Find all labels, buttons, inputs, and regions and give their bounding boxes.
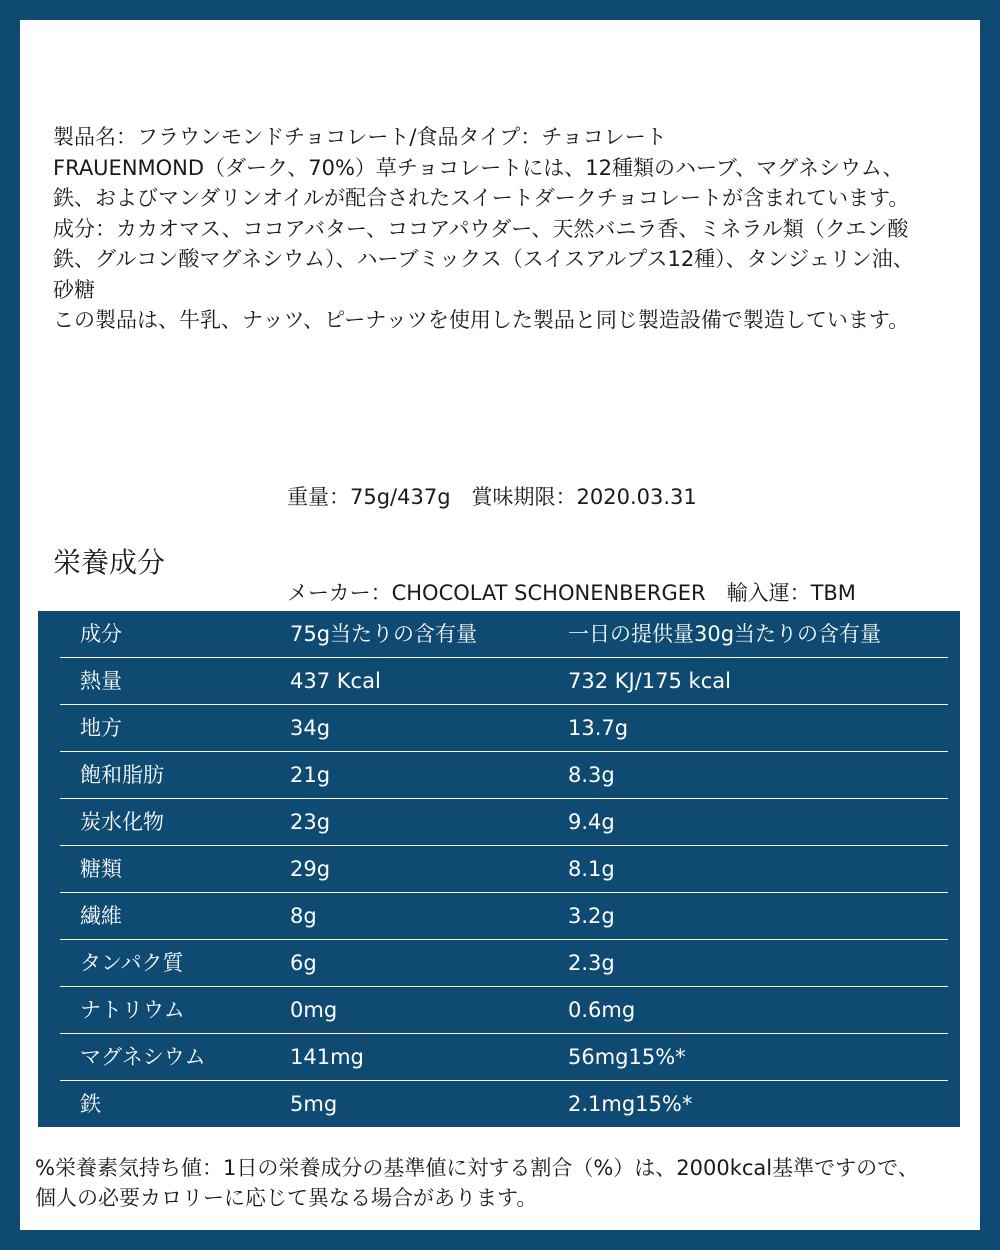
nutrient-name: 飽和脂肪	[80, 763, 164, 787]
amount-per-75g: 21g	[290, 763, 331, 787]
amount-per-30g: 9.4g	[568, 810, 615, 834]
nutrient-name: 鉄	[80, 1092, 101, 1116]
header-cell: 75g当たりの含有量	[290, 622, 478, 646]
allergen-notice: この製品は、牛乳、ナッツ、ピーナッツを使用した製品と同じ製造設備で製造しています。	[53, 308, 910, 332]
table-header-row	[60, 611, 948, 658]
table-row	[60, 1081, 948, 1127]
amount-per-30g: 56mg15%*	[568, 1045, 686, 1069]
amount-per-75g: 23g	[290, 810, 331, 834]
amount-per-30g: 3.2g	[568, 904, 615, 928]
nutrient-name: 糖類	[80, 857, 122, 881]
amount-per-30g: 0.6mg	[568, 998, 636, 1022]
maker-importer-line: メーカー：CHOCOLAT SCHONENBERGER 輸入運：TBM	[287, 581, 856, 605]
amount-per-75g: 437 Kcal	[290, 669, 381, 693]
amount-per-75g: 34g	[290, 716, 331, 740]
nutrient-name: ナトリウム	[80, 998, 185, 1022]
nutrient-name: 地方	[80, 716, 122, 740]
amount-per-75g: 5mg	[290, 1092, 338, 1116]
table-row	[60, 1034, 948, 1081]
product-description	[53, 122, 933, 336]
table-row	[60, 658, 948, 705]
amount-per-75g: 29g	[290, 857, 331, 881]
amount-per-75g: 8g	[290, 904, 317, 928]
amount-per-75g: 141mg	[290, 1045, 364, 1069]
amount-per-30g: 732 KJ/175 kcal	[568, 669, 731, 693]
header-cell: 一日の提供量30g当たりの含有量	[568, 622, 882, 646]
weight-expiry-line: 重量：75g/437g 賞味期限：2020.03.31	[287, 485, 697, 509]
product-summary: FRAUENMOND（ダーク、70%）草チョコレートには、12種類のハーブ、マグネシウム、鉄、およびマンダリンオイルが配合されたスイートダークチョコレートが含まれています。	[53, 155, 910, 210]
footnote: %栄養素気持ち値：1日の栄養成分の基準値に対する割合（%）は、2000kcal基準ですので、個人の必要カロリーに応じて異なる場合があります。	[35, 1156, 919, 1210]
nutrient-name: タンパク質	[80, 951, 184, 975]
product-name-line: 製品名：フラウンモンドチョコレート/食品タイプ：チョコレート	[53, 125, 667, 149]
amount-per-75g: 0mg	[290, 998, 338, 1022]
nutrient-name: マグネシウム	[80, 1045, 206, 1069]
amount-per-30g: 2.1mg15%*	[568, 1092, 693, 1116]
nutrient-name: 繊維	[80, 904, 122, 928]
table-row	[60, 893, 948, 940]
amount-per-30g: 13.7g	[568, 716, 629, 740]
content-panel	[20, 20, 980, 1230]
table-row	[60, 846, 948, 893]
table-row	[60, 705, 948, 752]
amount-per-30g: 2.3g	[568, 951, 615, 975]
ingredients: 成分：カカオマス、ココアバター、ココアパウダー、天然バニラ香、ミネラル類（クエン酸鉄、グルコン酸マグネシウム）、ハーブミックス（スイスアルプス12種）、タンジェリン油、砂糖	[53, 216, 914, 302]
table-row	[60, 752, 948, 799]
nutrient-name: 熱量	[80, 669, 122, 693]
nutrition-table	[38, 611, 960, 1127]
nutrition-title: 栄養成分	[53, 546, 166, 579]
nutrient-name: 炭水化物	[80, 810, 164, 834]
header-cell: 成分	[80, 622, 122, 646]
amount-per-30g: 8.3g	[568, 763, 615, 787]
amount-per-30g: 8.1g	[568, 857, 615, 881]
table-row	[60, 987, 948, 1034]
table-row	[60, 799, 948, 846]
amount-per-75g: 6g	[290, 951, 317, 975]
table-row	[60, 940, 948, 987]
